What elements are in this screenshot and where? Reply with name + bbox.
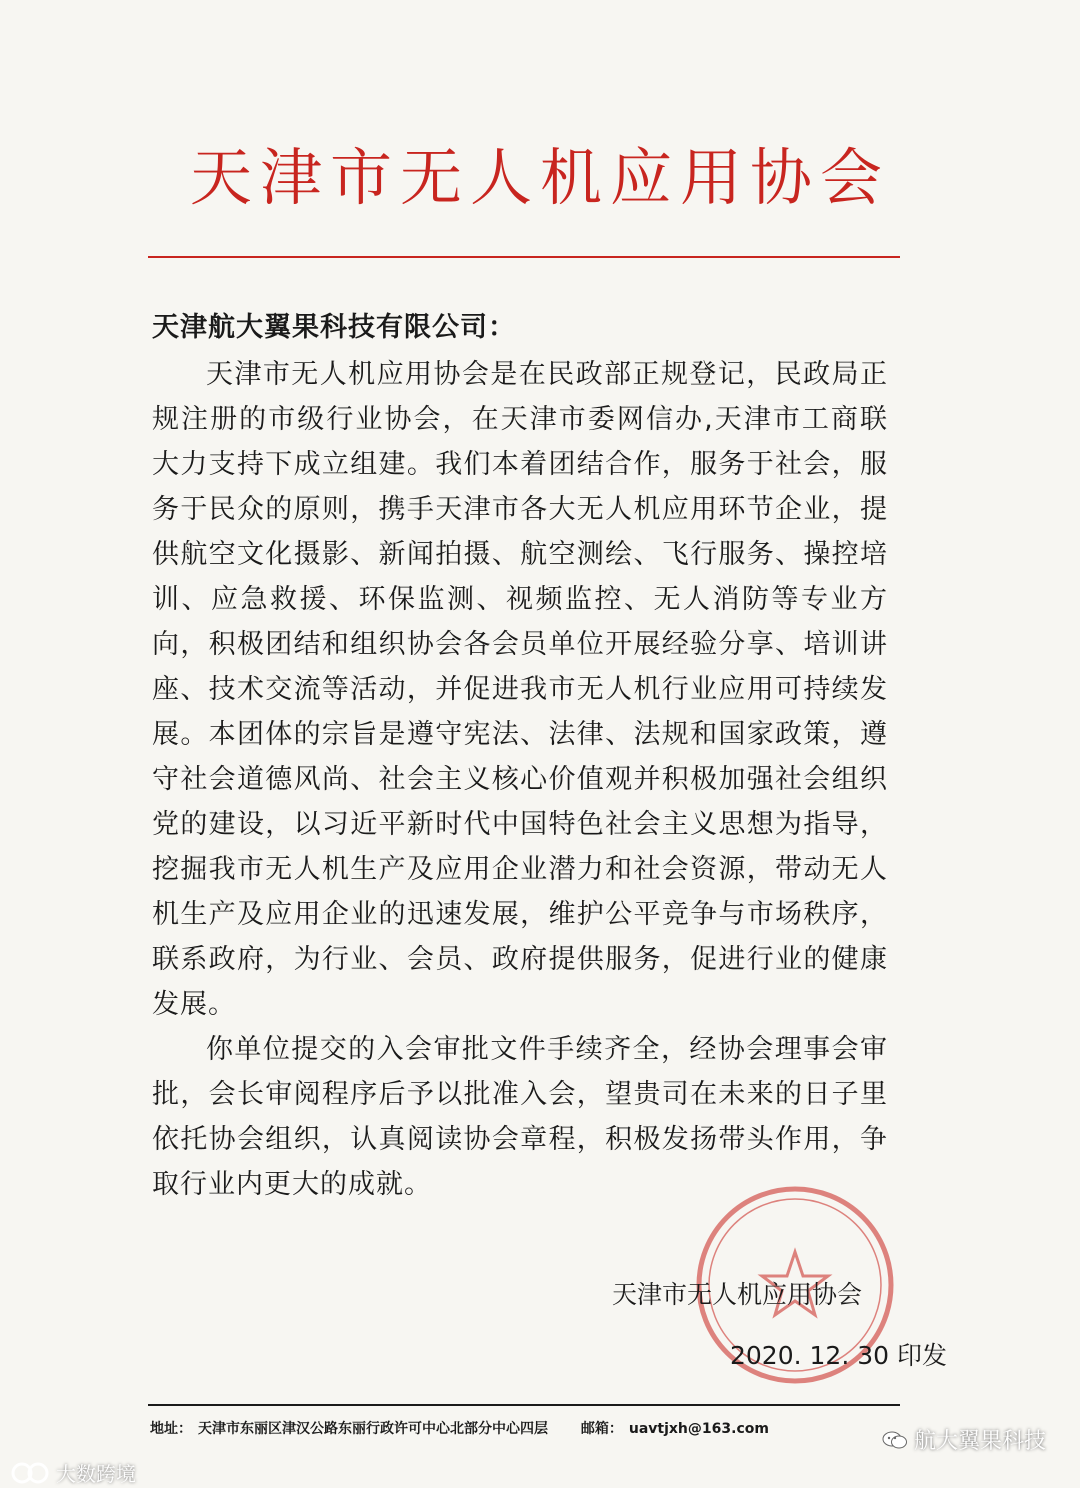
recipient: 天津航大翼果科技有限公司：	[152, 312, 516, 343]
account-watermark	[882, 1424, 1046, 1455]
brand-watermark	[10, 1458, 136, 1487]
address: 天津市东丽区津汉公路东丽行政许可中心北部分中心四层	[198, 1421, 548, 1437]
paragraph: 天津市无人机应用协会是在民政部正规登记，民政局正规注册的市级行业协会，在天津市委网信办,天津市工商联大力支持下成立组建。我们本着团结合作，服务于社会，服务于民众的原则，携手天津市各大无人机应用环节企业，提供航空文化摄影、新闻拍摄、航空测绘、飞行服务、操控培训、应急救援、环保监测、视频监控、无人消防等专业方向，积极团结和组织协会各会员单位开展经验分享、培训讲座、技术交流等活动，并促进我市无人机行业应用可持续发展。本团体的宗旨是遵守宪法、法律、法规和国家政策，遵守社会道德风尚、社会主义核心价值观并积极加强社会组织党的建设，以习近平新时代中国特色社会主义思想为指导，挖掘我市无人机生产及应用企业潜力和社会资源，带动无人机生产及应用企业的迅速发展，维护公平竞争与市场秩序，联系政府，为行业、会员、政府提供服务，促进行业的健康发展。	[152, 359, 888, 1020]
letterhead-rule	[148, 256, 900, 258]
brand-name: 大数跨境	[56, 1462, 136, 1486]
paragraph: 你单位提交的入会审批文件手续齐全，经协会理事会审批，会长审阅程序后予以批准入会，望贵司在未来的日子里依托协会组织，认真阅读协会章程，积极发扬带头作用，争取行业内更大的成就。	[152, 1034, 888, 1200]
logo-icon	[10, 1461, 52, 1485]
address-label: 地址：	[150, 1421, 192, 1437]
footer-rule	[148, 1404, 900, 1406]
signature-organization: 天津市无人机应用协会	[612, 1280, 863, 1309]
letterhead-title: 天津市无人机应用协会	[189, 141, 890, 214]
issue-date: 2020. 12. 30 印发	[730, 1341, 947, 1370]
email: uavtjxh@163.com	[628, 1421, 769, 1437]
wechat-icon	[882, 1430, 908, 1450]
footer	[150, 1418, 775, 1438]
account-name: 航大翼果科技	[913, 1429, 1046, 1454]
letter-body	[152, 352, 888, 1207]
email-label: 邮箱：	[580, 1421, 623, 1437]
